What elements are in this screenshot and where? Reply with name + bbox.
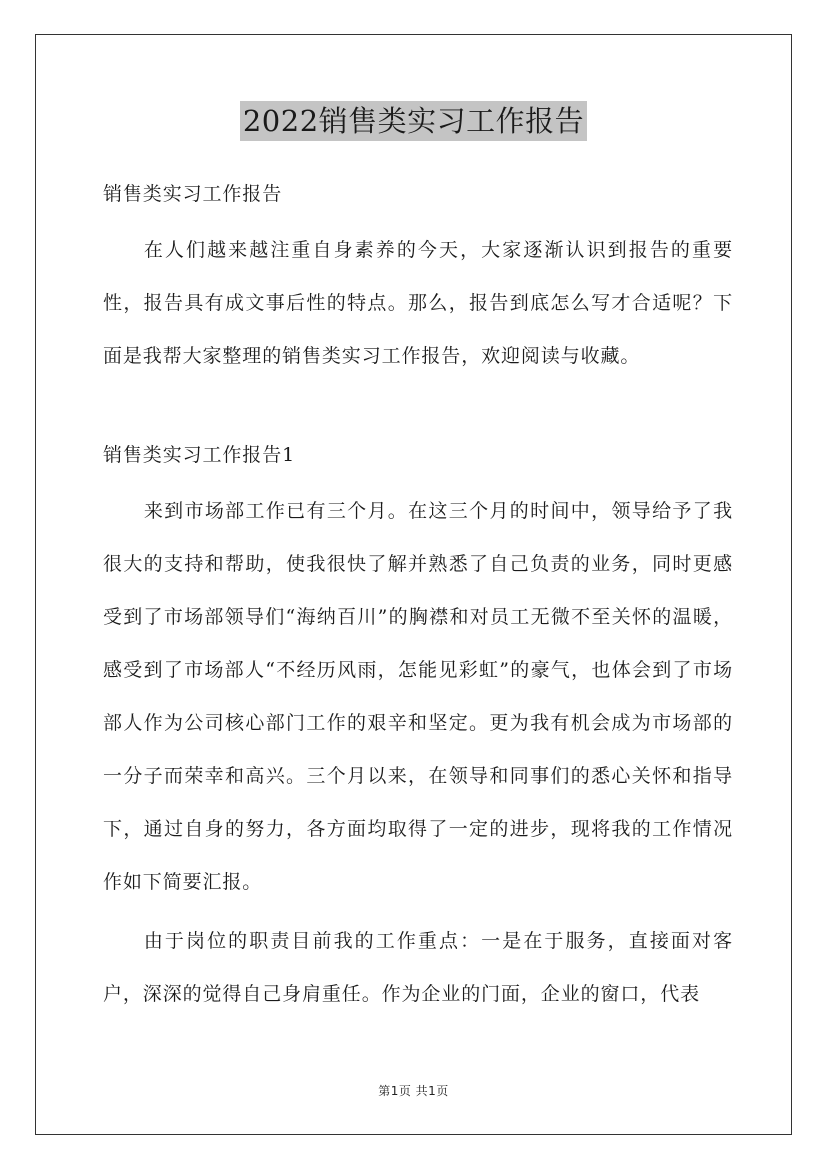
document-body xyxy=(103,172,733,1021)
section1-paragraph-1: 来到市场部工作已有三个月。在这三个月的时间中，领导给予了我很大的支持和帮助，使我很快了解并熟悉了自己负责的业务，同时更感受到了市场部领导们“海纳百川”的胸襟和对员工无微不至关怀的温暖，感受到了市场部人“不经历风雨，怎能见彩虹”的豪气，也体会到了市场部人作为公司核心部门工作的艰辛和坚定。更为我有机会成为市场部的一分子而荣幸和高兴。三个月以来，在领导和同事们的悉心关怀和指导下，通过自身的努力，各方面均取得了一定的进步，现将我的工作情况作如下简要汇报。 xyxy=(103,500,733,893)
document-title-block xyxy=(0,101,827,141)
section-heading-1: 销售类实习工作报告1 xyxy=(103,444,296,466)
intro-paragraph: 在人们越来越注重自身素养的今天，大家逐渐认识到报告的重要性，报告具有成文事后性的特点。那么，报告到底怎么写才合适呢？下面是我帮大家整理的销售类实习工作报告，欢迎阅读与收藏。 xyxy=(103,239,733,367)
page-footer: 第1页 共1页 xyxy=(378,1084,449,1098)
document-title: 2022销售类实习工作报告 xyxy=(240,101,587,141)
section1-paragraph-2: 由于岗位的职责目前我的工作重点：一是在于服务，直接面对客户，深深的觉得自己身肩重任。作为企业的门面，企业的窗口，代表 xyxy=(103,930,733,1005)
document-subtitle: 销售类实习工作报告 xyxy=(103,183,283,205)
